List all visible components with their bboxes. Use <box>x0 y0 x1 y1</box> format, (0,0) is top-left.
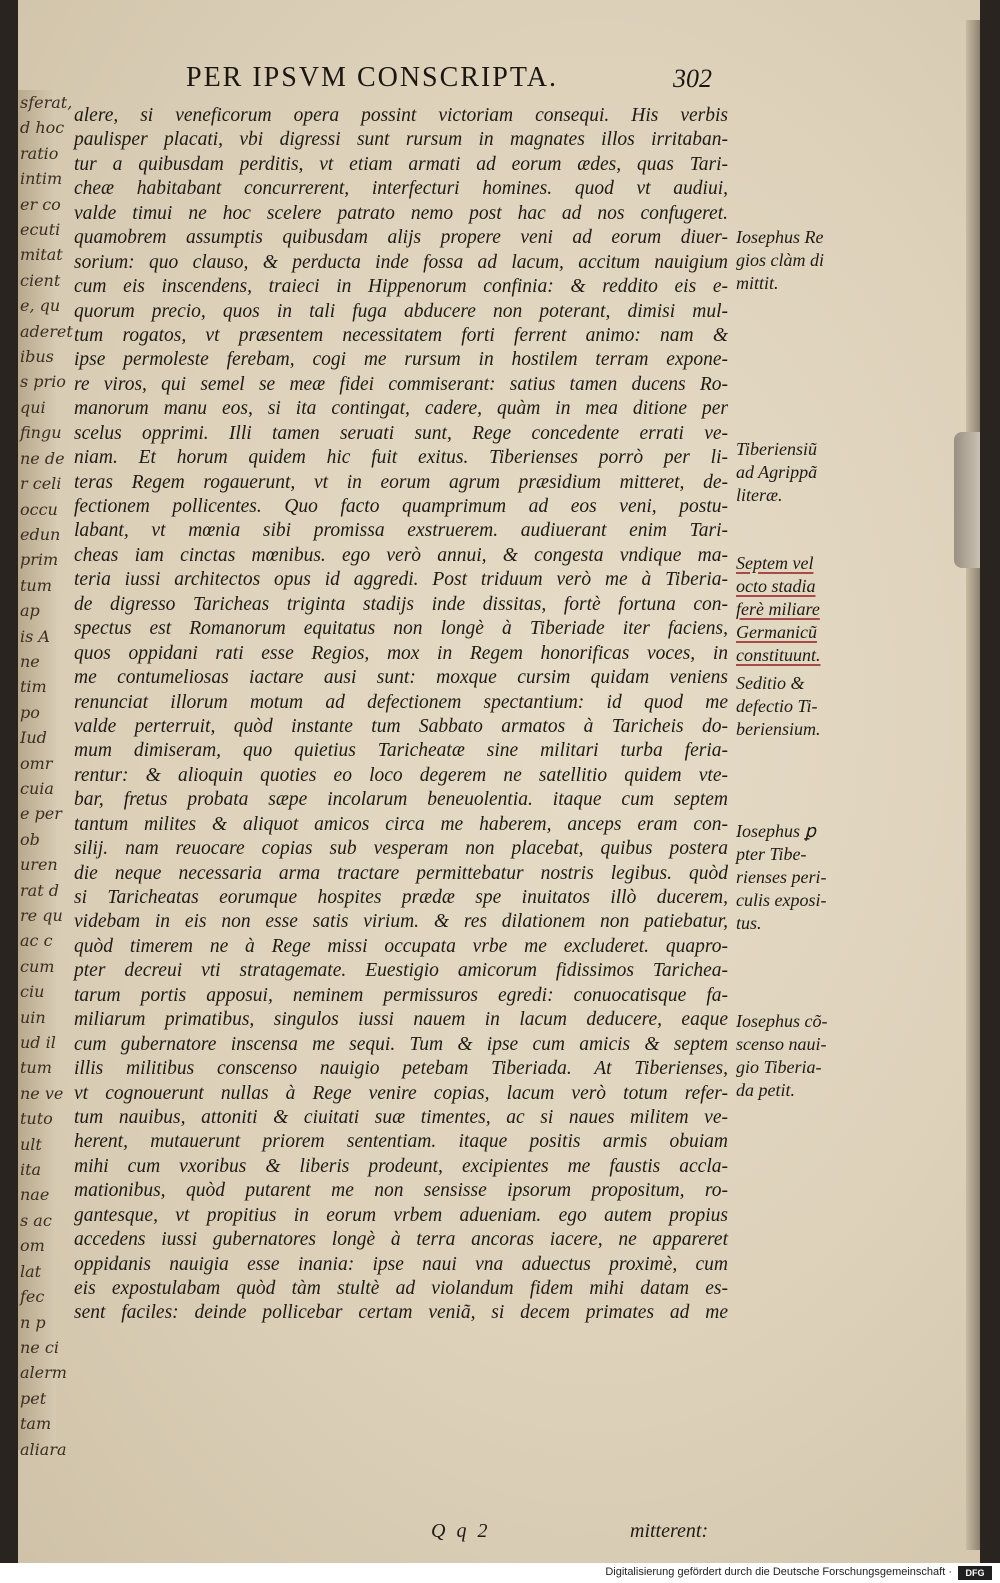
facing-page-fragment: fec <box>20 1287 45 1307</box>
facing-page-fragment: uren <box>20 855 58 875</box>
text-line: illis militibus conscenso nauigio petebam Tiberiada. At Tiberienses, <box>74 1058 728 1080</box>
margin-note-line: ferè miliare <box>736 599 820 619</box>
margin-note-line: Tiberiensiũ <box>736 439 818 459</box>
margin-note-line: tus. <box>736 913 762 933</box>
facing-page-fragment: edun <box>20 524 61 544</box>
text-line: quòd timerem ne à Rege missi occupata vrbe me excluderet. quapro- <box>74 935 728 957</box>
facing-page-fragment: intim <box>20 169 63 189</box>
text-line: de digresso Taricheas triginta stadijs inde dissitas, fortè fortuna con- <box>74 593 728 615</box>
text-line: gantesque, vt propitius in eorum vrbem adueniam. ego autem propius <box>74 1204 728 1226</box>
facing-page-fragment: ne ve <box>20 1083 64 1103</box>
text-line: cheæ habitabant concurrerent, interfecturi homines. quod vt audiui, <box>74 178 728 200</box>
facing-page-fragment: e, qu <box>20 296 61 316</box>
text-line: silij. nam reuocare copias sub vesperam non placebat, quibus postera <box>74 838 728 860</box>
margin-note-line: Iosephus Re <box>736 227 824 247</box>
text-line: si Taricheatas eorumque hospites prædæ spe inuitatos illò ducerem, <box>74 887 728 908</box>
text-line: cum gubernatore inscensa me sequi. Tum & ipse cum amicis & septem <box>74 1033 728 1055</box>
text-line: mihi cum vxoribus & liberis prodeunt, excipientes me faustis accla- <box>74 1155 728 1177</box>
facing-page-fragment: pet <box>20 1388 47 1408</box>
margin-note-line: da petit. <box>736 1080 795 1100</box>
facing-page-fragment: ap <box>20 601 40 621</box>
page-number: 302 <box>673 64 712 93</box>
margin-note <box>736 672 854 741</box>
facing-page-fragment: s ac <box>20 1210 52 1230</box>
facing-page-fragment: nae <box>20 1185 50 1205</box>
margin-note-line: Septem vel <box>736 553 814 573</box>
facing-page-fragment: ud il <box>20 1033 56 1053</box>
margin-note-line: Iosephus ꝑ <box>736 821 816 841</box>
margin-note <box>736 820 854 935</box>
text-line: tarum portis apposui, neminem permissuros egredi: conuocatisque fa- <box>74 984 728 1006</box>
text-line: cheas iam cinctas mœnibus. ego verò annui, & congesta vndique ma- <box>74 544 728 566</box>
facing-page-fragment: om <box>20 1236 45 1256</box>
text-line: teras Regem rogauerunt, vt in eorum agrum præsidium mitteret, de- <box>74 471 728 493</box>
facing-page-fragment: er co <box>20 194 61 214</box>
margin-note-line: Iosephus cõ- <box>736 1011 828 1031</box>
facing-page-fragment: occu <box>20 499 58 519</box>
facing-page-fragment: aliara <box>20 1439 67 1459</box>
margin-note <box>736 1010 854 1102</box>
text-line: die neque necessaria arma tractare permittebatur nostris legibus. quòd <box>74 862 728 884</box>
facing-page-fragment: tam <box>20 1414 52 1434</box>
facing-page-fragment: rat d <box>20 880 59 900</box>
text-line: accedens iussi gubernatores longè à terra ancoras iacere, ne appareret <box>74 1229 728 1251</box>
facing-page-fragment: ne <box>20 651 40 671</box>
facing-page-fragment: ult <box>20 1134 42 1154</box>
facing-page-fragment: cient <box>20 270 61 290</box>
facing-page-fragment: ciu <box>20 982 45 1002</box>
facing-page-fragment: s prio <box>20 372 66 392</box>
text-line: tur a quibusdam perditis, vt etiam armati ad eorum ædes, quas Tari- <box>74 153 728 175</box>
text-line: quamobrem assumptis quibusdam alijs propere veni ad eorum diuer- <box>74 227 728 249</box>
text-line: valde timui ne hoc scelere patrato nemo post hac ad nos confugeret. <box>74 202 728 224</box>
facing-page-fragment: is A <box>20 626 50 646</box>
page-clip <box>954 432 980 568</box>
text-line: mum dimiseram, quo quietius Taricheatæ sine militari turba feria- <box>74 740 728 762</box>
text-line: quorum precio, quos in tali fuga abducere non poterant, dimisi mul- <box>74 300 728 322</box>
margin-note-line: defectio Ti- <box>736 696 818 716</box>
main-text-block <box>74 104 728 1326</box>
facing-page-fragment: mitat <box>20 245 63 265</box>
book-page <box>18 0 980 1563</box>
text-line: herent, mutauerunt priorem sententiam. itaque positis armis obuiam <box>74 1131 728 1153</box>
facing-page-fragment: sferat, <box>20 93 73 112</box>
margin-note-line: scenso naui- <box>736 1034 827 1054</box>
dfg-logo: DFG <box>958 1566 992 1580</box>
text-line: sent faciles: deinde pollicebar certam veniã, si decem primates ad me <box>74 1302 728 1324</box>
text-line: manorum manu eos, si ita contingat, cadere, quàm in mea ditione per <box>74 398 728 420</box>
text-line: paulisper placati, vbi digressi sunt rursum in magnates illos irritaban- <box>74 129 728 151</box>
text-line: eis expostulabam quòd tàm stultè ad violandum fidem mihi datam es- <box>74 1278 728 1299</box>
text-line: mationibus, quòd putarent me non sensisse ipsorum propositum, ro- <box>74 1180 728 1202</box>
margin-note-line: rienses peri- <box>736 867 827 887</box>
facing-page-fragment: d hoc <box>20 118 65 138</box>
text-line: rentur: & alioquin quoties eo loco degerem ne satellitio quidem vte- <box>74 764 728 786</box>
facing-page-edge <box>18 90 73 1459</box>
margin-note-line: gios clàm di <box>736 250 824 270</box>
facing-page-fragment: n p <box>20 1312 46 1332</box>
facing-page-fragment: alerm <box>20 1363 67 1383</box>
margin-note-line: pter Tibe- <box>736 844 807 864</box>
margin-note-line: gio Tiberia- <box>736 1057 822 1077</box>
facing-page-fragment: ita <box>20 1160 42 1180</box>
facing-page-fragment: tum <box>20 575 52 595</box>
facing-page-fragment: ibus <box>20 347 54 367</box>
margin-note-line: octo stadia <box>736 576 816 596</box>
facing-page-fragment: ecuti <box>20 220 61 240</box>
footer-credit: Digitalisierung gefördert durch die Deutsche Forschungsgemeinschaft · <box>605 1566 952 1578</box>
text-line: oppidanis nauigia esse inania: ipse naui vna aduectus proximè, cum <box>74 1253 728 1275</box>
facing-page-fragment: ac c <box>20 931 53 951</box>
text-line: tum nauibus, attoniti & ciuitati suæ timentes, ac si naues militem ve- <box>74 1106 728 1128</box>
text-line: valde perterruit, quòd instante tum Sabbato armatos à Taricheis do- <box>74 715 728 737</box>
margin-note <box>736 438 854 507</box>
facing-page-fragment: ne de <box>20 448 65 468</box>
margin-note-line: Seditio & <box>736 673 805 693</box>
facing-page-fragment: cuia <box>20 778 54 798</box>
facing-page-fragment: tim <box>20 677 47 697</box>
text-line: renunciat illorum motum ad defectionem spectantium: id quod me <box>74 691 728 713</box>
facing-page-fragment: r celi <box>20 474 62 494</box>
facing-page-fragment: ob <box>20 829 40 849</box>
text-line: alere, si veneficorum opera possint victoriam consequi. His verbis <box>74 105 728 126</box>
text-line: ipse permoleste ferebam, cogi me rursum in hostilem terram expone- <box>74 349 728 371</box>
text-line: quos oppidani rati esse Regios, mox in Regem honorificas voces, in <box>74 642 728 664</box>
text-line: spectus est Romanorum equitatus non longè à Tiberiade iter faciens, <box>74 618 728 640</box>
text-line: labant, vt mœnia sibi promissa exstruerem. audiuerant enim Tari- <box>74 520 728 542</box>
text-line: videbam in eis non esse satis virium. & res dilationem non patiebatur, <box>74 911 728 933</box>
text-line: miliarum primatibus, singulos iussi nauem in lacum deducere, eaque <box>74 1009 728 1031</box>
signature-mark: Q q 2 <box>431 1520 491 1542</box>
running-head: PER IPSVM CONSCRIPTA. <box>186 62 558 93</box>
facing-page-fragment: aderet <box>20 321 73 341</box>
facing-page-fragment: ne ci <box>20 1337 59 1357</box>
facing-page-fragment: ratio <box>20 143 59 163</box>
facing-page-fragment: prim <box>20 550 59 570</box>
text-line: sorium: quo clauso, & perducta inde fossa ad lacum, accitum nauigium <box>74 251 728 273</box>
facing-page-fragment: tum <box>20 1058 52 1078</box>
facing-page-fragment: re qu <box>20 906 63 925</box>
margin-note-line: Germanicũ <box>736 622 817 642</box>
margin-note <box>736 552 854 667</box>
text-line: scelus opprimi. Illi tamen seruati sunt, Rege concedente errati ve- <box>74 422 728 444</box>
facing-page-fragment: po <box>20 702 40 722</box>
margin-note-line: ad Agrippã <box>736 462 818 482</box>
facing-page-fragment: fingu <box>20 423 62 443</box>
text-line: niam. Et horum quidem hic fuit exitus. Tiberienses porrò per li- <box>74 447 728 469</box>
facing-page-fragment: Iud <box>20 728 47 748</box>
facing-page-fragment: lat <box>20 1261 42 1281</box>
text-line: me contumeliosas iactare ausi sunt: moxque cursim quidam veniens <box>74 667 728 689</box>
margin-note-line: culis exposi- <box>736 890 827 910</box>
margin-note <box>736 226 854 295</box>
text-line: fectionem pollicentes. Quo facto quamprimum ad eos veni, postu- <box>74 496 728 517</box>
text-line: tantum milites & aliquot amicos circa me haberem, anceps eram con- <box>74 813 728 835</box>
digitization-footer <box>0 1563 1000 1583</box>
facing-page-fragment: e per <box>20 804 62 824</box>
text-line: re viros, qui semel se meæ fidei commiserant: satius tamen ducens Ro- <box>74 373 728 395</box>
margin-note-line: beriensium. <box>736 719 821 739</box>
margin-note-line: literæ. <box>736 485 783 505</box>
catchword: mitterent: <box>630 1520 709 1542</box>
facing-page-fragment: uin <box>20 1007 46 1027</box>
text-line: bar, fretus probata sæpe incolarum beneuolentia. itaque cum septem <box>74 789 728 811</box>
page-edge-shadow <box>966 20 980 1550</box>
facing-page-fragment: qui <box>20 397 46 417</box>
text-line: vt cognouerunt nullas à Rege venire copias, lacum verò totum refer- <box>74 1082 728 1104</box>
facing-page-fragment: omr <box>20 753 53 773</box>
text-line: tum rogatos, vt præsentem necessitatem forti ferrent animo: nam & <box>74 324 728 346</box>
text-line: teria iussi architectos opus id aggredi. Post triduum verò me à Tiberia- <box>74 569 728 591</box>
text-line: cum eis inscendens, traieci in Hippenorum confinia: & reddito eis e- <box>74 276 728 298</box>
margin-note-line: constituunt. <box>736 645 821 665</box>
margin-note-line: mittit. <box>736 273 779 293</box>
facing-page-fragment: cum <box>20 956 55 976</box>
facing-page-fragment: tuto <box>20 1109 53 1129</box>
text-line: pter decreui vti stratagemate. Euestigio amicorum fidissimos Tarichea- <box>74 960 728 982</box>
